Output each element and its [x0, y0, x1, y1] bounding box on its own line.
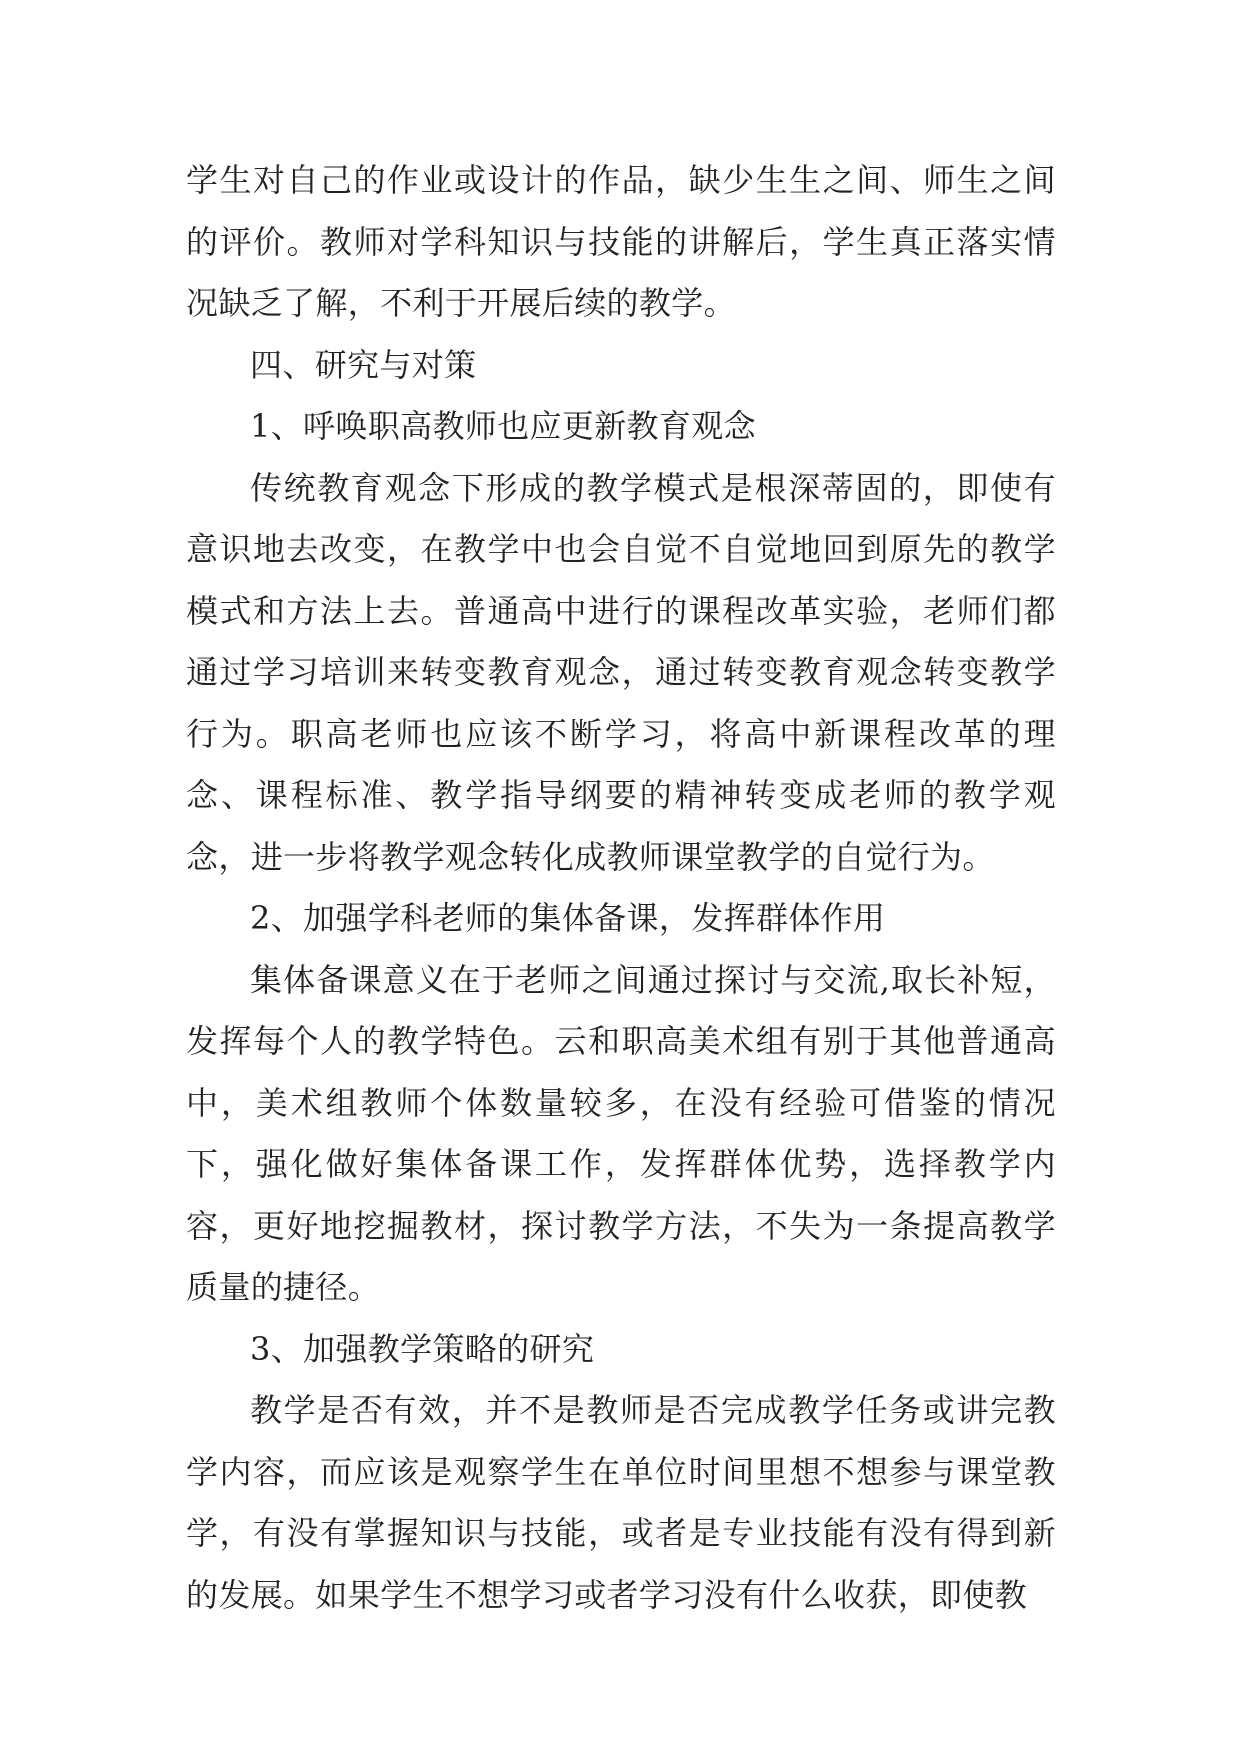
paragraph-evaluation-continued: 学生对自己的作业或设计的作品，缺少生生之间、师生之间的评价。教师对学科知识与技能的讲解后，学生真正落实情况缺乏了解，不利于开展后续的教学。 — [186, 161, 1056, 322]
subheading-teaching-strategy-research: 3、加强教学策略的研究 — [250, 1329, 595, 1368]
paragraph-collective-lesson-preparation: 集体备课意义在于老师之间通过探讨与交流,取长补短，发挥每个人的教学特色。云和职高美术组有别于其他普通高中，美术组教师个体数量较多，在没有经验可借鉴的情况下，强化做好集体备课工作，发挥群体优势，选择教学内容，更好地挖掘教材，探讨教学方法，不失为一条提高教学质量的捷径。 — [186, 960, 1056, 1306]
section-heading-research-and-countermeasures: 四、研究与对策 — [250, 345, 477, 384]
subheading-collective-lesson-preparation: 2、加强学科老师的集体备课，发挥群体作用 — [250, 899, 886, 937]
paragraph-education-concepts: 传统教育观念下形成的教学模式是根深蒂固的，即使有意识地去改变，在教学中也会自觉不自觉地回到原先的教学模式和方法上去。普通高中进行的课程改革实验，老师们都通过学习培训来转变教育观念，通过转变教育观念转变教学行为。职高老师也应该不断学习，将高中新课程改革的理念、课程标准、教学指导纲要的精神转变成老师的教学观念，进一步将教学观念转化成教师课堂教学的自觉行为。 — [186, 468, 1056, 876]
subheading-update-education-concepts: 1、呼唤职高教师也应更新教育观念 — [250, 407, 756, 445]
document-body — [186, 150, 1056, 1626]
paragraph-teaching-effectiveness: 教学是否有效，并不是教师是否完成教学任务或讲完教学内容，而应该是观察学生在单位时间里想不想参与课堂教学，有没有掌握知识与技能，或者是专业技能有没有得到新的发展。如果学生不想学习或者学习没有什么收获，即使教 — [186, 1391, 1056, 1614]
